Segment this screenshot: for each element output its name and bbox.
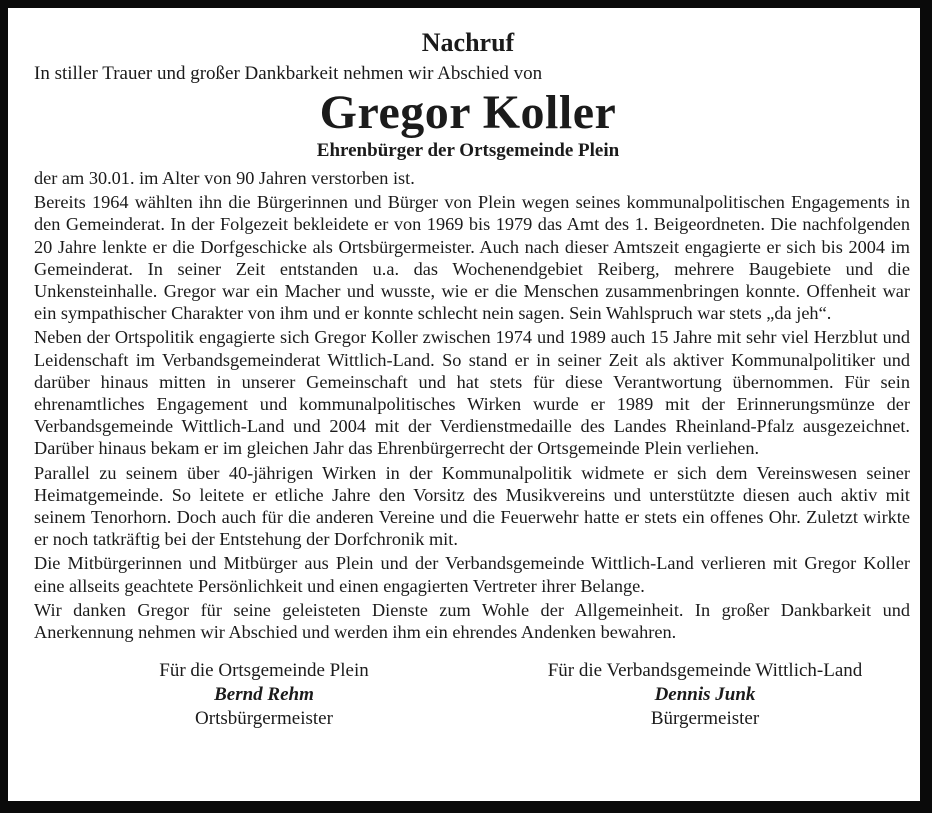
paragraph-district-council: Neben der Ortspolitik engagierte sich Gregor Koller zwischen 1974 und 1989 auch 15 Jahre mit sehr viel Herzblut und Leidenschaft im Verbandsgemeinderat Wittlich-Land. So stand er in seiner Zeit als aktiver Kommunalpolitiker und darüber hinaus mitten in unserer Gemeinschaft und hat stets für diese Verantwortung übernommen. Für sein ehrenamtliches Engagement und kommunalpolitisches Wirken wurde er 1989 mit der Erinnerungsmünze der Verbandsgemeinde Wittlich-Land und 2004 mit der Verdienstmedaille des Landes Rheinland-Pfalz ausgezeichnet. Darüber hinaus bekam er im gleichen Jahr das Ehrenbürgerrecht der Ortsgemeinde Plein verliehen. bbox=[34, 327, 910, 459]
signature-name: Bernd Rehm bbox=[214, 684, 314, 706]
paragraph-gratitude: Wir danken Gregor für seine geleisteten Dienste zum Wohle der Allgemeinheit. In großer Dankbarkeit und Anerkennung nehmen wir Abschied und werden ihm ein ehrendes Andenken bewahren. bbox=[34, 599, 910, 643]
signature-municipality bbox=[34, 659, 494, 731]
paragraph-death-notice: der am 30.01. im Alter von 90 Jahren verstorben ist. bbox=[34, 168, 415, 188]
paragraph-citizens-loss: Die Mitbürgerinnen und Mitbürger aus Plein und der Verbandsgemeinde Wittlich-Land verlieren mit Gregor Koller eine allseits geachtete Persönlichkeit und einen engagierten Vertreter ihrer Belange. bbox=[34, 553, 910, 596]
signature-org: Für die Ortsgemeinde Plein bbox=[159, 660, 369, 682]
honorary-title: Ehrenbürger der Ortsgemeinde Plein bbox=[316, 140, 620, 161]
signature-role: Ortsbürgermeister bbox=[195, 708, 333, 730]
signature-role: Bürgermeister bbox=[650, 708, 760, 730]
signature-org: Für die Verbandsgemeinde Wittlich-Land bbox=[547, 660, 863, 682]
obituary-body bbox=[34, 167, 910, 643]
paragraph-associations: Parallel zu seinem über 40-jährigen Wirken in der Kommunalpolitik widmete er sich dem Vereinswesen seiner Heimatgemeinde. So leitete er etliche Jahre den Vorsitz des Musikvereins und unterstützte diesen auch aktiv mit seinem Tenorhorn. Doch auch für die anderen Vereine und die Feuerwehr hatte er stets ein offenes Ohr. Zuletzt wirkte er noch tatkräftig bei der Entstehung der Dorfchronik mit. bbox=[34, 462, 910, 550]
obituary-heading: Nachruf bbox=[421, 28, 515, 57]
deceased-name: Gregor Koller bbox=[319, 86, 617, 139]
signature-association bbox=[500, 659, 910, 731]
signature-name: Dennis Junk bbox=[654, 684, 756, 706]
intro-line: In stiller Trauer und großer Dankbarkeit nehmen wir Abschied von bbox=[34, 63, 543, 84]
obituary-content bbox=[26, 28, 910, 731]
signature-block bbox=[34, 659, 910, 731]
paragraph-local-politics: Bereits 1964 wählten ihn die Bürgerinnen und Bürger von Plein wegen seines kommunalpolitischen Engagements in den Gemeinderat. In der Folgezeit bekleidete er von 1969 bis 1979 das Amt des 1. Beigeordneten. Die nachfolgenden 20 Jahre lenkte er die Dorfgeschicke als Ortsbürgermeister. Auch nach dieser Amtszeit engagierte er sich bis 2004 im Gemeinderat. In seiner Zeit entstanden u.a. das Wochenendgebiet Reiberg, mehrere Baugebiete und die Unkensteinhalle. Gregor war ein Macher und wusste, wie er die Menschen zusammenbringen konnte. Offenheit war ein sympathischer Charakter von ihm und er konnte schlecht nein sagen. Sein Wahlspruch war stets „da jeh“. bbox=[34, 192, 910, 324]
